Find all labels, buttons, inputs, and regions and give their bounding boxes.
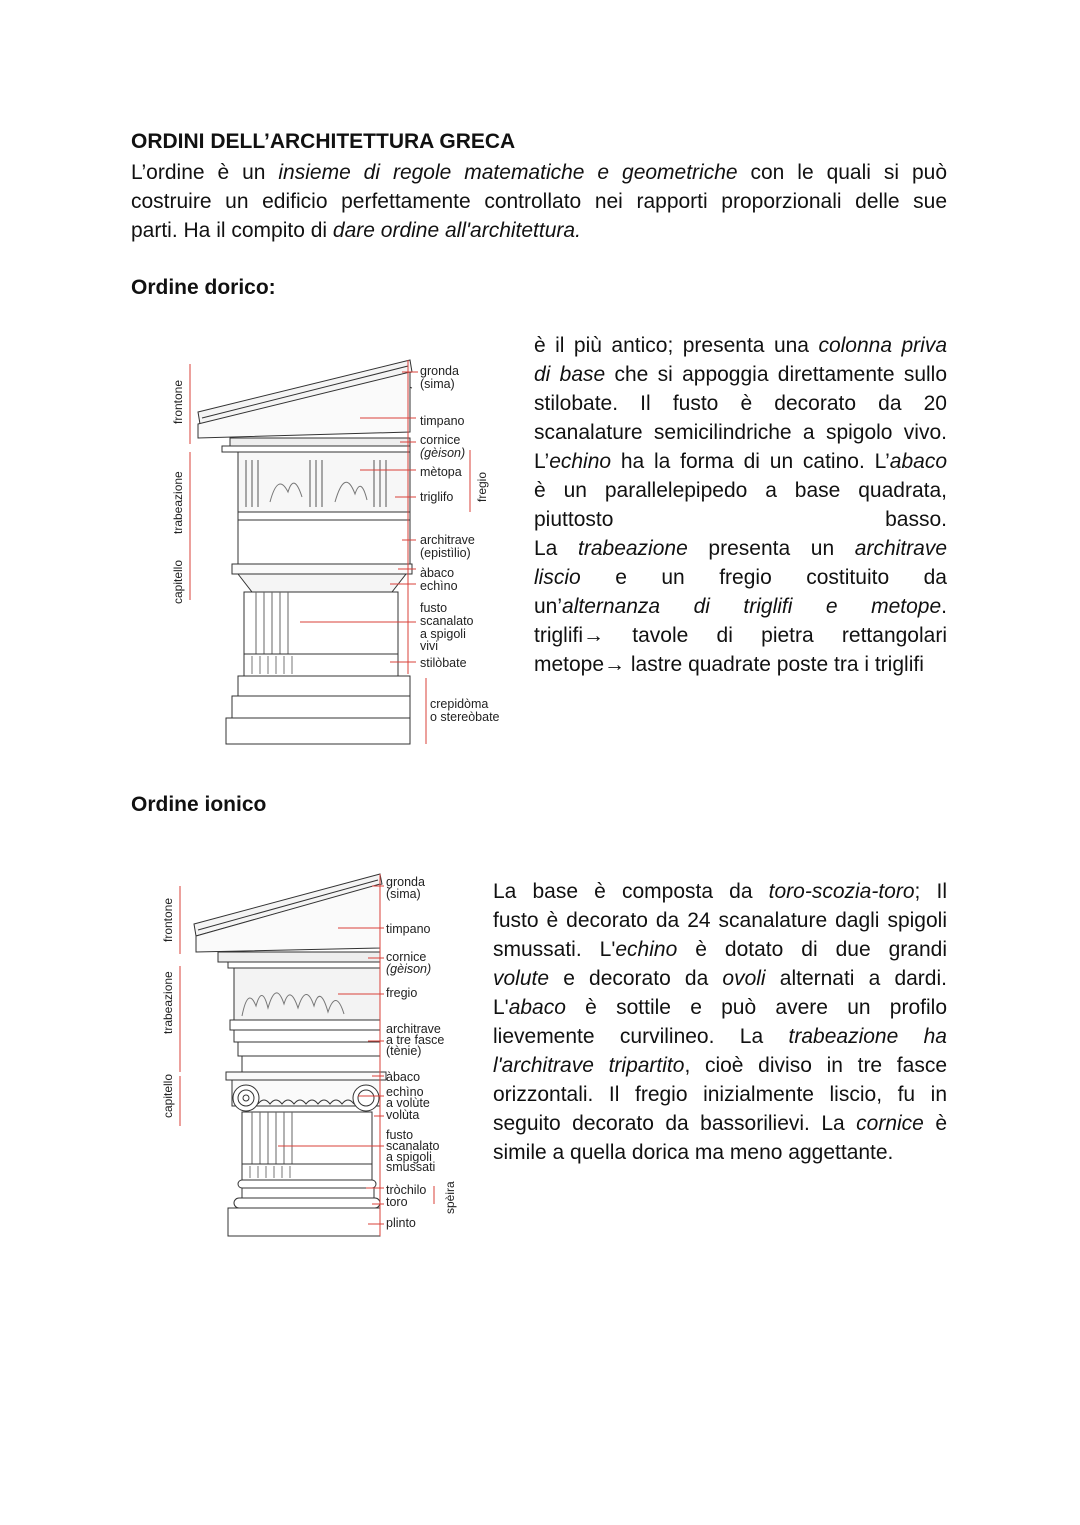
ionic-label-cornice: cornice <box>386 950 427 964</box>
text-run: è <box>923 1112 947 1135</box>
ionic-label-frontone: frontone <box>161 897 175 942</box>
doric-label-scanalato: scanalato <box>420 614 474 628</box>
text-line <box>534 592 947 621</box>
text-run: . <box>941 595 947 618</box>
ionic-label-timpano: timpano <box>386 922 431 936</box>
text-run: parti. Ha il compito di <box>131 219 333 242</box>
text-run: orizzontali. Il fregio inizialmente liscio, fu in <box>493 1083 947 1106</box>
text-run: e decorato da <box>549 967 723 990</box>
text-run: è dotato di due grandi <box>677 938 947 961</box>
italic-text-run: insieme di regole matematiche e geometriche <box>278 161 738 184</box>
doric-label-epistilio: (epistìlio) <box>420 546 471 560</box>
text-run: simile a quella dorica ma meno aggettante. <box>493 1141 894 1164</box>
text-run: è sottile e può avere un profilo <box>565 996 947 1019</box>
doric-label-a-spigoli: a spigoli <box>420 627 466 641</box>
text-line <box>493 877 947 906</box>
italic-text-run: volute <box>493 967 550 990</box>
doric-label-architrave: architrave <box>420 533 475 547</box>
text-run: L' <box>493 996 509 1019</box>
text-run: La base è composta da <box>493 880 769 903</box>
text-line <box>534 505 947 534</box>
text-line <box>534 534 947 563</box>
italic-text-run: trabeazione <box>578 537 688 560</box>
italic-text-run: dare ordine all'architettura. <box>332 219 581 242</box>
text-line <box>534 360 947 389</box>
text-line <box>534 389 947 418</box>
italic-text-run: liscio <box>534 566 581 589</box>
text-line <box>534 621 947 650</box>
text-run: con le quali si può <box>737 161 947 184</box>
ionic-label-abaco: àbaco <box>386 1070 421 1084</box>
text-run: ha la forma di un catino. L’ <box>611 450 890 473</box>
text-run: L’ordine è un <box>131 161 279 184</box>
text-line <box>493 964 947 993</box>
text-run: è un parallelepipedo a base quadrata, <box>534 479 947 502</box>
ionic-label-plinto: plinto <box>386 1216 416 1230</box>
doric-label-echino: echìno <box>420 579 458 593</box>
text-run: triglifi→ tavole di pietra rettangolari <box>534 624 947 647</box>
text-line <box>493 1138 947 1167</box>
doric-label-geison: (gèison) <box>420 446 466 460</box>
intro-paragraph <box>131 158 947 245</box>
text-line <box>131 187 947 216</box>
text-line <box>493 1080 947 1109</box>
doric-label-capitello: capitello <box>171 559 185 604</box>
ionic-label-a-spigoli: a spigoli <box>386 1150 432 1164</box>
text-line <box>534 563 947 592</box>
text-run: piuttosto basso. <box>534 508 947 531</box>
doric-label-fregio: fregio <box>475 471 489 502</box>
doric-label-abaco: àbaco <box>420 566 455 580</box>
text-line <box>131 158 947 187</box>
ionic-label-architrave: architrave <box>386 1022 441 1036</box>
ionic-label-geison: (gèison) <box>386 962 432 976</box>
ionic-label-capitello: capitello <box>161 1073 175 1118</box>
doric-label-vivi: vivi <box>420 639 439 653</box>
doric-label-sima: (sima) <box>420 377 455 391</box>
ionic-label-toro: toro <box>386 1195 408 1209</box>
text-line <box>493 906 947 935</box>
page-title: ORDINI DELL’ARCHITETTURA GRECA <box>131 130 516 153</box>
ionic-label-trabeazione: trabeazione <box>161 971 175 1034</box>
doric-heading: Ordine dorico: <box>131 276 276 299</box>
text-line <box>493 935 947 964</box>
ionic-label-smussati: smussati <box>386 1160 436 1174</box>
doric-label-metopa: mètopa <box>420 465 462 479</box>
text-line <box>493 1051 947 1080</box>
doric-label-crepidoma: crepidòma <box>430 697 489 711</box>
doric-label-cornice: cornice <box>420 433 461 447</box>
ionic-label-a-volute: a volùte <box>386 1096 430 1110</box>
doric-label-trabeazione: trabeazione <box>171 471 185 534</box>
text-line <box>493 1109 947 1138</box>
text-run: fusto è decorato da 24 scanalature dagli spigoli <box>493 909 947 932</box>
italic-text-run: abaco <box>889 450 947 473</box>
doric-label-stilobate: stilòbate <box>420 656 467 670</box>
ionic-label-trochilo: tròchilo <box>386 1183 427 1197</box>
text-line <box>534 447 947 476</box>
doric-label-timpano: timpano <box>420 414 465 428</box>
italic-text-run: cornice <box>856 1112 924 1135</box>
text-run: , cioè diviso in tre fasce <box>684 1054 947 1077</box>
doric-label-gronda: gronda <box>420 364 459 378</box>
ionic-label-voluta: volùta <box>386 1108 420 1122</box>
italic-text-run: ovoli <box>722 967 766 990</box>
text-run: scanalature semicilindriche a spigolo vivo. <box>534 421 947 444</box>
doric-label-fusto: fusto <box>420 601 448 615</box>
italic-text-run: architrave <box>854 537 947 560</box>
text-run: L’ <box>534 450 550 473</box>
ionic-label-echino: echìno <box>386 1085 424 1099</box>
text-run: metope→ lastre quadrate poste tra i triglifi <box>534 653 924 676</box>
ionic-label-fregio: fregio <box>386 986 418 1000</box>
italic-text-run: toro-scozia-toro <box>768 880 915 903</box>
text-line <box>131 216 947 245</box>
text-run: presenta un <box>687 537 855 560</box>
text-line <box>534 650 947 679</box>
text-run: ; Il <box>914 880 947 903</box>
text-run: costruire un edificio perfettamente controllato nei rapporti proporzionali delle sue <box>131 190 947 213</box>
text-line <box>493 993 947 1022</box>
text-line <box>534 476 947 505</box>
ionic-label-a-tre-fasce: a tre fasce <box>386 1033 445 1047</box>
italic-text-run: abaco <box>508 996 566 1019</box>
text-line <box>493 1022 947 1051</box>
italic-text-run: colonna priva <box>818 334 947 357</box>
text-run: lievemente curvilineo. La <box>493 1025 789 1048</box>
italic-text-run: echino <box>549 450 612 473</box>
ionic-label-gronda: gronda <box>386 875 425 889</box>
ionic-label-tenie: (tènie) <box>386 1044 422 1058</box>
doric-description <box>534 331 947 679</box>
text-line <box>534 331 947 360</box>
text-run: stilobate. Il fusto è decorato da 20 <box>534 392 947 415</box>
text-run: che si appoggia direttamente sullo <box>605 363 948 386</box>
ionic-label-scanalato: scanalato <box>386 1139 440 1153</box>
doric-label-stereobate: o stereòbate <box>430 710 500 724</box>
italic-text-run: alternanza di triglifi e metope <box>562 595 942 618</box>
text-line <box>534 418 947 447</box>
ionic-heading: Ordine ionico <box>131 793 267 816</box>
text-run: e un fregio costituito da <box>580 566 947 589</box>
text-run: alternati a dardi. <box>765 967 947 990</box>
italic-text-run: trabeazione ha <box>788 1025 947 1048</box>
text-run: smussati. L' <box>493 938 616 961</box>
doric-order-diagram <box>160 352 505 752</box>
ionic-label-fusto: fusto <box>386 1128 414 1142</box>
ionic-order-diagram <box>158 866 468 1256</box>
italic-text-run: l'architrave tripartito <box>493 1054 685 1077</box>
text-run: seguito decorato da bassorilievi. La <box>493 1112 857 1135</box>
ionic-label-spera: spèira <box>443 1181 457 1214</box>
text-run: un’ <box>534 595 563 618</box>
ionic-label-sima: (sima) <box>386 887 421 901</box>
doric-label-triglifo: triglifo <box>420 490 454 504</box>
italic-text-run: echino <box>615 938 678 961</box>
italic-text-run: di base <box>534 363 606 386</box>
text-run: La <box>534 537 579 560</box>
text-run: è il più antico; presenta una <box>534 334 819 357</box>
ionic-description <box>493 877 947 1167</box>
doric-label-frontone: frontone <box>171 379 185 424</box>
